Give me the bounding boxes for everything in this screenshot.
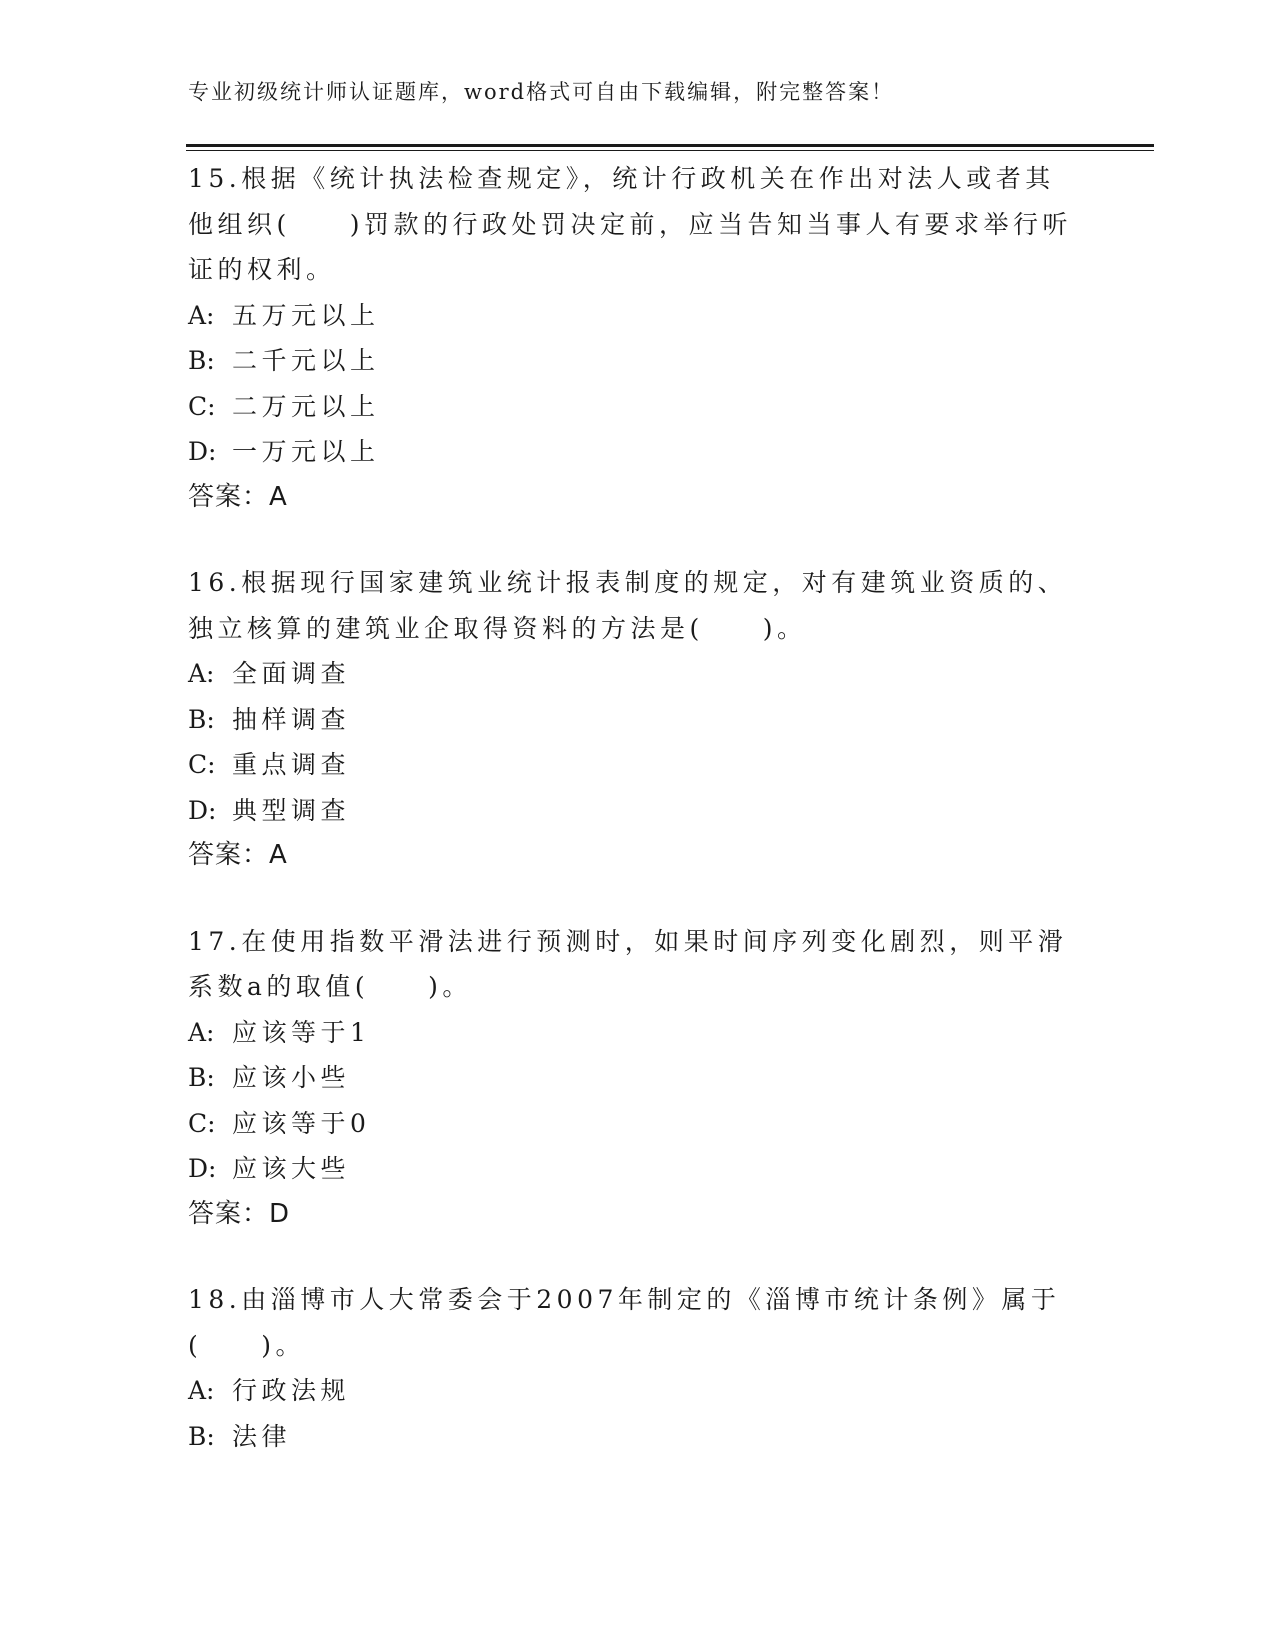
option-a bbox=[188, 293, 1078, 339]
option-key: B: bbox=[188, 1063, 215, 1092]
question-stem: 15.根据《统计执法检查规定》，统计行政机关在作出对法人或者其他组织( )罚款的行政处罚决定前，应当告知当事人有要求举行听证的权利。 bbox=[188, 164, 1073, 284]
option-key: D: bbox=[188, 1154, 217, 1183]
question-list bbox=[188, 156, 1078, 1499]
question-15 bbox=[188, 156, 1078, 520]
option-key: A: bbox=[188, 659, 215, 688]
option-c bbox=[188, 384, 1078, 430]
option-key: A: bbox=[188, 1017, 215, 1047]
option-text: 二千元以上 bbox=[232, 346, 380, 375]
option-a bbox=[188, 1368, 1078, 1414]
question-stem: 17.在使用指数平滑法进行预测时，如果时间序列变化剧烈，则平滑系数a的取值( )。 bbox=[188, 926, 1068, 1001]
question-16 bbox=[188, 560, 1078, 879]
option-text: 应该等于1 bbox=[232, 1017, 371, 1047]
option-text: 抽样调查 bbox=[232, 704, 351, 734]
option-text: 一万元以上 bbox=[232, 437, 380, 466]
option-text: 全面调查 bbox=[232, 659, 351, 688]
answer-line: 答案：D bbox=[188, 1198, 291, 1229]
option-a bbox=[188, 651, 1078, 697]
option-text: 二万元以上 bbox=[232, 391, 380, 421]
option-a bbox=[188, 1010, 1078, 1056]
option-key: A: bbox=[188, 300, 215, 330]
option-key: B: bbox=[188, 346, 215, 375]
option-key: B: bbox=[188, 704, 215, 734]
option-c bbox=[188, 1101, 1078, 1147]
option-key: D: bbox=[188, 795, 217, 825]
option-key: C: bbox=[188, 1108, 216, 1138]
question-17 bbox=[188, 919, 1078, 1238]
option-b bbox=[188, 1055, 1078, 1101]
option-key: B: bbox=[188, 1421, 215, 1451]
option-d bbox=[188, 788, 1078, 834]
option-b bbox=[188, 697, 1078, 743]
option-text: 典型调查 bbox=[232, 795, 351, 825]
option-text: 应该小些 bbox=[232, 1063, 351, 1092]
option-d bbox=[188, 1146, 1078, 1192]
option-text: 重点调查 bbox=[232, 750, 351, 779]
answer-line: 答案：A bbox=[188, 840, 288, 870]
question-stem: 16.根据现行国家建筑业统计报表制度的规定，对有建筑业资质的、独立核算的建筑业企取得资料的方法是( )。 bbox=[188, 568, 1068, 643]
option-key: C: bbox=[188, 750, 216, 779]
option-b bbox=[188, 338, 1078, 384]
option-key: D: bbox=[188, 437, 217, 466]
option-text: 行政法规 bbox=[232, 1376, 351, 1405]
option-text: 应该大些 bbox=[232, 1154, 351, 1183]
question-18 bbox=[188, 1277, 1078, 1459]
header-note: 专业初级统计师认证题库，word格式可自由下载编辑，附完整答案！ bbox=[188, 80, 895, 104]
option-b bbox=[188, 1414, 1078, 1460]
answer-line: 答案：A bbox=[188, 481, 288, 512]
header-rule-thick bbox=[186, 144, 1154, 147]
option-text: 五万元以上 bbox=[232, 300, 380, 330]
option-text: 法律 bbox=[232, 1421, 292, 1451]
question-stem: 18.由淄博市人大常委会于2007年制定的《淄博市统计条例》属于( )。 bbox=[188, 1285, 1061, 1360]
option-d bbox=[188, 429, 1078, 475]
option-key: A: bbox=[188, 1376, 215, 1405]
option-key: C: bbox=[188, 391, 216, 421]
header-rule-thin bbox=[186, 150, 1154, 151]
option-c bbox=[188, 742, 1078, 788]
option-text: 应该等于0 bbox=[232, 1108, 371, 1138]
